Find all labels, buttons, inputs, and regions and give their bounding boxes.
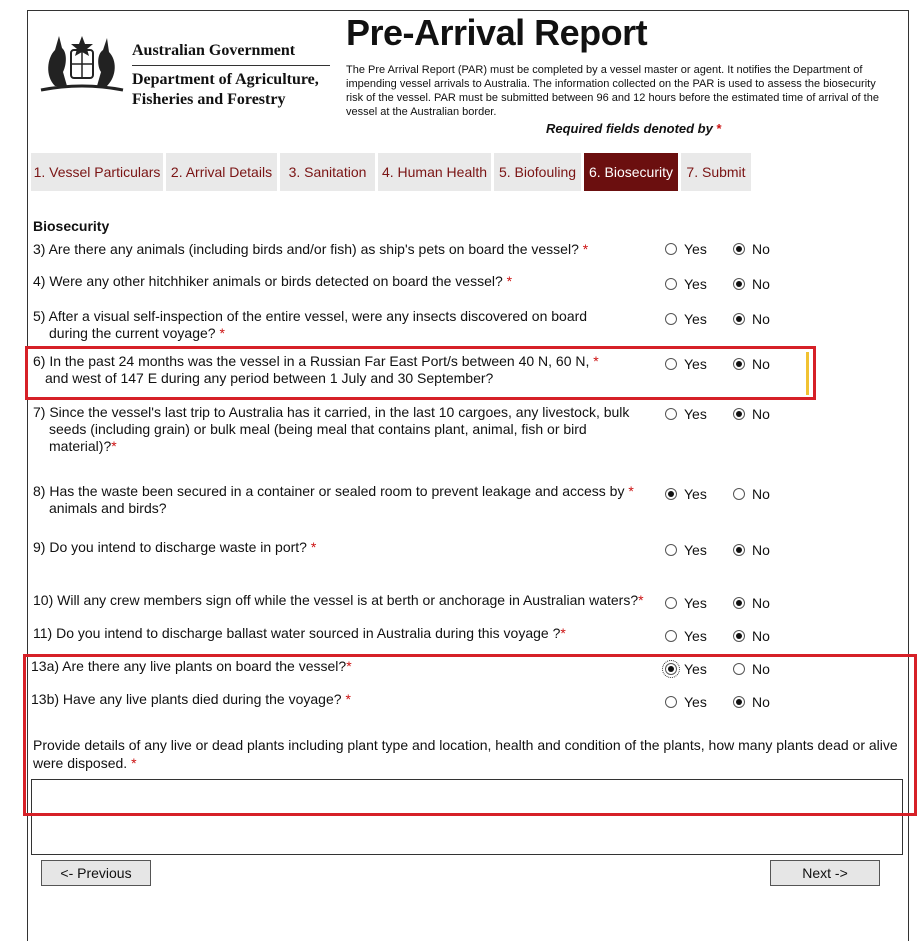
question-6-yes-label: Yes [684,356,707,372]
question-8-yes-label: Yes [684,486,707,502]
question-3-no-label: No [752,241,770,257]
question-8-yes-radio[interactable] [665,488,677,500]
question-5-text-2: during the current voyage? [49,325,216,341]
previous-button[interactable]: <- Previous [41,860,151,886]
highlight-box-plants [23,654,917,816]
question-5-yes-option[interactable] [665,311,707,327]
question-3-no-radio[interactable] [733,243,745,255]
question-11-yes-label: Yes [684,628,707,644]
question-4-text: 4) Were any other hitchhiker animals or birds detected on board the vessel? [33,273,503,289]
question-8-no-label: No [752,486,770,502]
question-7-text-2: seeds (including grain) or bulk meal (being meal that contains plant, animal, fish or bird [49,421,587,437]
question-6-star: * [593,353,599,369]
tab-sanitation[interactable]: 3. Sanitation [280,153,375,191]
tab-biosecurity[interactable]: 6. Biosecurity [584,153,678,191]
question-11-yes-radio[interactable] [665,630,677,642]
question-7-no-radio[interactable] [733,408,745,420]
plant-details-star: * [131,755,137,771]
question-6-text: 6) In the past 24 months was the vessel in a Russian Far East Port/s between 40 N, 60 N, [33,353,590,369]
question-9 [33,539,316,556]
question-11-text: 11) Do you intend to discharge ballast water sourced in Australia during this voyage ? [33,625,561,641]
question-8-no-radio[interactable] [733,488,745,500]
required-note [546,121,722,136]
question-9-no-option[interactable] [733,542,770,558]
question-6-no-label: No [752,356,770,372]
department-name: Department of Agriculture, Fisheries and Forestry [132,71,319,108]
question-8-yes-option[interactable] [665,486,707,502]
question-11 [33,625,566,642]
question-5-star: * [219,325,225,341]
question-5-no-label: No [752,311,770,327]
question-4-no-radio[interactable] [733,278,745,290]
page-title: Pre-Arrival Report [346,12,648,53]
question-7-no-option[interactable] [733,406,770,422]
question-3-text: 3) Are there any animals (including birds and/or fish) as ship's pets on board the vessel? [33,241,579,257]
question-4-yes-label: Yes [684,276,707,292]
question-8-text-2: animals and birds? [49,500,167,516]
section-title: Biosecurity [33,218,110,234]
question-13a-text: 13a) Are there any live plants on board the vessel? [31,658,347,674]
question-11-no-radio[interactable] [733,630,745,642]
question-4-no-label: No [752,276,770,292]
question-10-no-label: No [752,595,770,611]
question-10-star: * [638,592,644,608]
question-9-text: 9) Do you intend to discharge waste in port? [33,539,307,555]
question-9-no-radio[interactable] [733,544,745,556]
question-11-no-label: No [752,628,770,644]
question-4-yes-radio[interactable] [665,278,677,290]
intro-text: The Pre Arrival Report (PAR) must be completed by a vessel master or agent. It notifies the Department of impending vessel arrivals to Australia. The information collected on the PAR is used to assess the biosecurity risk of the vessel. PAR must be submitted between 96 and 12 hours before the estimated time of arrival of the vessel at the Australian border. [346,64,879,118]
question-3-yes-option[interactable] [665,241,707,257]
question-10-text: 10) Will any crew members sign off while the vessel is at berth or anchorage in Australian waters? [33,592,639,608]
question-10-no-option[interactable] [733,595,770,611]
question-9-yes-option[interactable] [665,542,707,558]
question-9-yes-radio[interactable] [665,544,677,556]
tab-vessel-particulars[interactable]: 1. Vessel Particulars [31,153,163,191]
question-11-yes-option[interactable] [665,628,707,644]
question-4-yes-option[interactable] [665,276,707,292]
required-star: * [716,121,722,136]
plant-details-label-text: Provide details of any live or dead plants including plant type and location, health and condition of the plants, how many plants dead or alive were disposed. [33,737,898,771]
question-9-yes-label: Yes [684,542,707,558]
question-10-yes-label: Yes [684,595,707,611]
question-7-text-3: material)? [49,438,112,454]
question-10-no-radio[interactable] [733,597,745,609]
question-5-no-option[interactable] [733,311,770,327]
question-10-yes-radio[interactable] [665,597,677,609]
question-13a-yes-label: Yes [684,661,707,677]
question-3-yes-label: Yes [684,241,707,257]
question-7 [33,404,629,455]
question-4-star: * [506,273,513,289]
question-13b-star: * [345,691,351,707]
government-name: Australian Government [132,42,296,59]
question-11-star: * [560,625,566,641]
question-3-star: * [582,241,589,257]
question-13b-text: 13b) Have any live plants died during the voyage? [31,691,342,707]
question-5 [33,308,587,342]
question-3 [33,241,588,258]
highlight-box-question-6 [25,346,816,400]
required-note-text: Required fields denoted by [546,121,713,136]
coat-of-arms-logo [37,28,127,98]
question-5-yes-radio[interactable] [665,313,677,325]
question-7-yes-label: Yes [684,406,707,422]
question-13b-no-label: No [752,694,770,710]
tab-human-health[interactable]: 4. Human Health [378,153,491,191]
question-13b-yes-label: Yes [684,694,707,710]
tab-submit[interactable]: 7. Submit [681,153,751,191]
question-13a-star: * [346,658,352,674]
question-3-no-option[interactable] [733,241,770,257]
question-3-yes-radio[interactable] [665,243,677,255]
question-7-no-label: No [752,406,770,422]
question-8 [33,483,634,517]
question-7-yes-radio[interactable] [665,408,677,420]
question-7-yes-option[interactable] [665,406,707,422]
question-7-text: 7) Since the vessel's last trip to Australia has it carried, in the last 10 cargoes, any livestock, bulk [33,404,630,420]
question-10-yes-option[interactable] [665,595,707,611]
question-7-star: * [111,438,117,454]
header-divider [132,65,330,66]
question-5-text: 5) After a visual self-inspection of the entire vessel, were any insects discovered on board [33,308,588,324]
question-5-yes-label: Yes [684,311,707,327]
question-8-star: * [628,483,634,499]
question-9-no-label: No [752,542,770,558]
question-8-text: 8) Has the waste been secured in a container or sealed room to prevent leakage and access by [33,483,625,499]
question-8-no-option[interactable] [733,486,770,502]
question-4-no-option[interactable] [733,276,770,292]
question-10 [33,592,644,609]
question-5-no-radio[interactable] [733,313,745,325]
question-9-star: * [310,539,317,555]
question-6-text-2: and west of 147 E during any period between 1 July and 30 September? [45,370,494,386]
tab-biofouling[interactable]: 5. Biofouling [494,153,581,191]
tab-arrival-details[interactable]: 2. Arrival Details [166,153,277,191]
next-button[interactable]: Next -> [770,860,880,886]
question-11-no-option[interactable] [733,628,770,644]
question-13a-no-label: No [752,661,770,677]
question-4 [33,273,512,290]
